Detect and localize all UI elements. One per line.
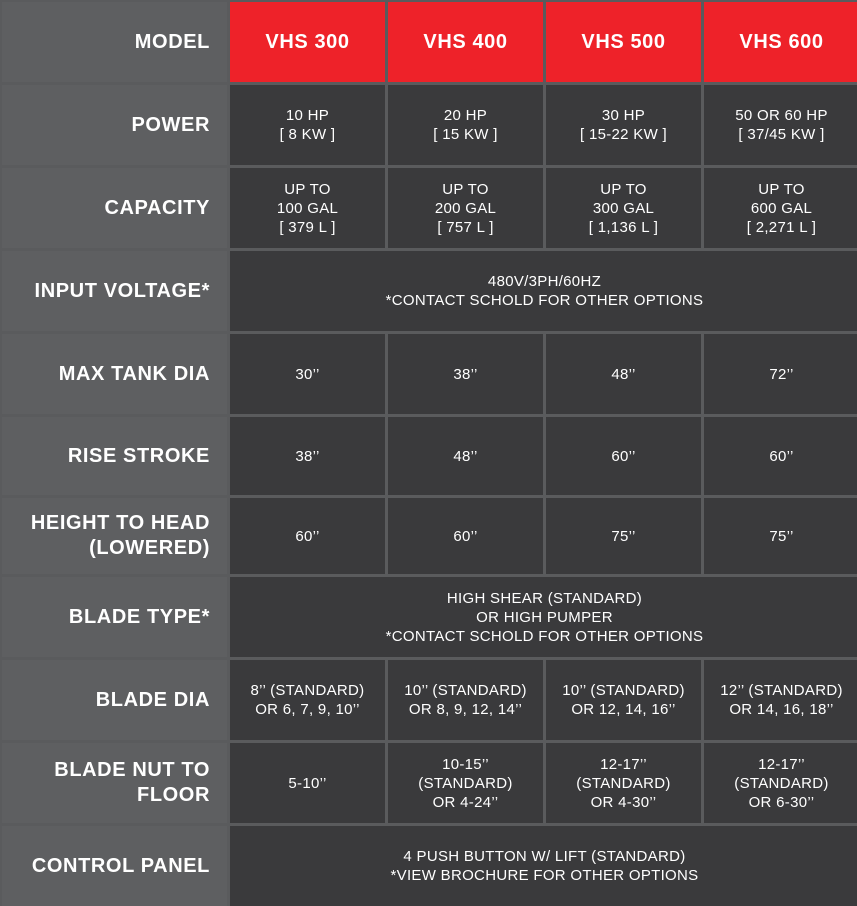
row-value-capacity-vhs-500: UP TO 300 GAL [ 1,136 L ] xyxy=(546,168,701,248)
row-value-max-tank-dia-vhs-400: 38’’ xyxy=(388,334,543,414)
model-header-vhs-600: VHS 600 xyxy=(704,2,857,82)
row-label-capacity: CAPACITY xyxy=(2,168,227,248)
row-value-max-tank-dia-vhs-600: 72’’ xyxy=(704,334,857,414)
row-value-height-to-head-lowered-vhs-500: 75’’ xyxy=(546,498,701,574)
row-label-blade-nut-to-floor: BLADE NUT TO FLOOR xyxy=(2,743,227,823)
row-value-height-to-head-lowered-vhs-600: 75’’ xyxy=(704,498,857,574)
row-value-blade-dia-vhs-600: 12’’ (STANDARD) OR 14, 16, 18’’ xyxy=(704,660,857,740)
row-value-height-to-head-lowered-vhs-400: 60’’ xyxy=(388,498,543,574)
row-value-rise-stroke-vhs-600: 60’’ xyxy=(704,417,857,495)
row-value-max-tank-dia-vhs-300: 30’’ xyxy=(230,334,385,414)
row-value-blade-dia-vhs-500: 10’’ (STANDARD) OR 12, 14, 16’’ xyxy=(546,660,701,740)
row-label-rise-stroke: RISE STROKE xyxy=(2,417,227,495)
row-value-max-tank-dia-vhs-500: 48’’ xyxy=(546,334,701,414)
row-label-input-voltage: INPUT VOLTAGE* xyxy=(2,251,227,331)
row-value-blade-type-all-models: HIGH SHEAR (STANDARD) OR HIGH PUMPER *CONTACT SCHOLD FOR OTHER OPTIONS xyxy=(230,577,857,657)
row-value-rise-stroke-vhs-500: 60’’ xyxy=(546,417,701,495)
row-label-height-to-head-lowered: HEIGHT TO HEAD (LOWERED) xyxy=(2,498,227,574)
row-value-power-vhs-600: 50 OR 60 HP [ 37/45 KW ] xyxy=(704,85,857,165)
row-value-power-vhs-500: 30 HP [ 15-22 KW ] xyxy=(546,85,701,165)
row-label-control-panel: CONTROL PANEL xyxy=(2,826,227,906)
model-header-vhs-400: VHS 400 xyxy=(388,2,543,82)
row-value-blade-dia-vhs-400: 10’’ (STANDARD) OR 8, 9, 12, 14’’ xyxy=(388,660,543,740)
row-value-input-voltage-all-models: 480V/3PH/60HZ *CONTACT SCHOLD FOR OTHER OPTIONS xyxy=(230,251,857,331)
row-value-power-vhs-400: 20 HP [ 15 KW ] xyxy=(388,85,543,165)
row-value-blade-nut-to-floor-vhs-600: 12-17’’ (STANDARD) OR 6-30’’ xyxy=(704,743,857,823)
header-label-model: MODEL xyxy=(2,2,227,82)
row-label-blade-dia: BLADE DIA xyxy=(2,660,227,740)
row-value-rise-stroke-vhs-400: 48’’ xyxy=(388,417,543,495)
row-label-power: POWER xyxy=(2,85,227,165)
row-value-capacity-vhs-600: UP TO 600 GAL [ 2,271 L ] xyxy=(704,168,857,248)
row-value-blade-nut-to-floor-vhs-500: 12-17’’ (STANDARD) OR 4-30’’ xyxy=(546,743,701,823)
row-value-blade-nut-to-floor-vhs-400: 10-15’’ (STANDARD) OR 4-24’’ xyxy=(388,743,543,823)
row-value-blade-nut-to-floor-vhs-300: 5-10’’ xyxy=(230,743,385,823)
row-value-capacity-vhs-300: UP TO 100 GAL [ 379 L ] xyxy=(230,168,385,248)
row-label-blade-type: BLADE TYPE* xyxy=(2,577,227,657)
row-value-blade-dia-vhs-300: 8’’ (STANDARD) OR 6, 7, 9, 10’’ xyxy=(230,660,385,740)
row-value-capacity-vhs-400: UP TO 200 GAL [ 757 L ] xyxy=(388,168,543,248)
model-header-vhs-500: VHS 500 xyxy=(546,2,701,82)
row-value-rise-stroke-vhs-300: 38’’ xyxy=(230,417,385,495)
row-value-control-panel-all-models: 4 PUSH BUTTON W/ LIFT (STANDARD) *VIEW BROCHURE FOR OTHER OPTIONS xyxy=(230,826,857,906)
row-label-max-tank-dia: MAX TANK DIA xyxy=(2,334,227,414)
model-header-vhs-300: VHS 300 xyxy=(230,2,385,82)
row-value-height-to-head-lowered-vhs-300: 60’’ xyxy=(230,498,385,574)
row-value-power-vhs-300: 10 HP [ 8 KW ] xyxy=(230,85,385,165)
